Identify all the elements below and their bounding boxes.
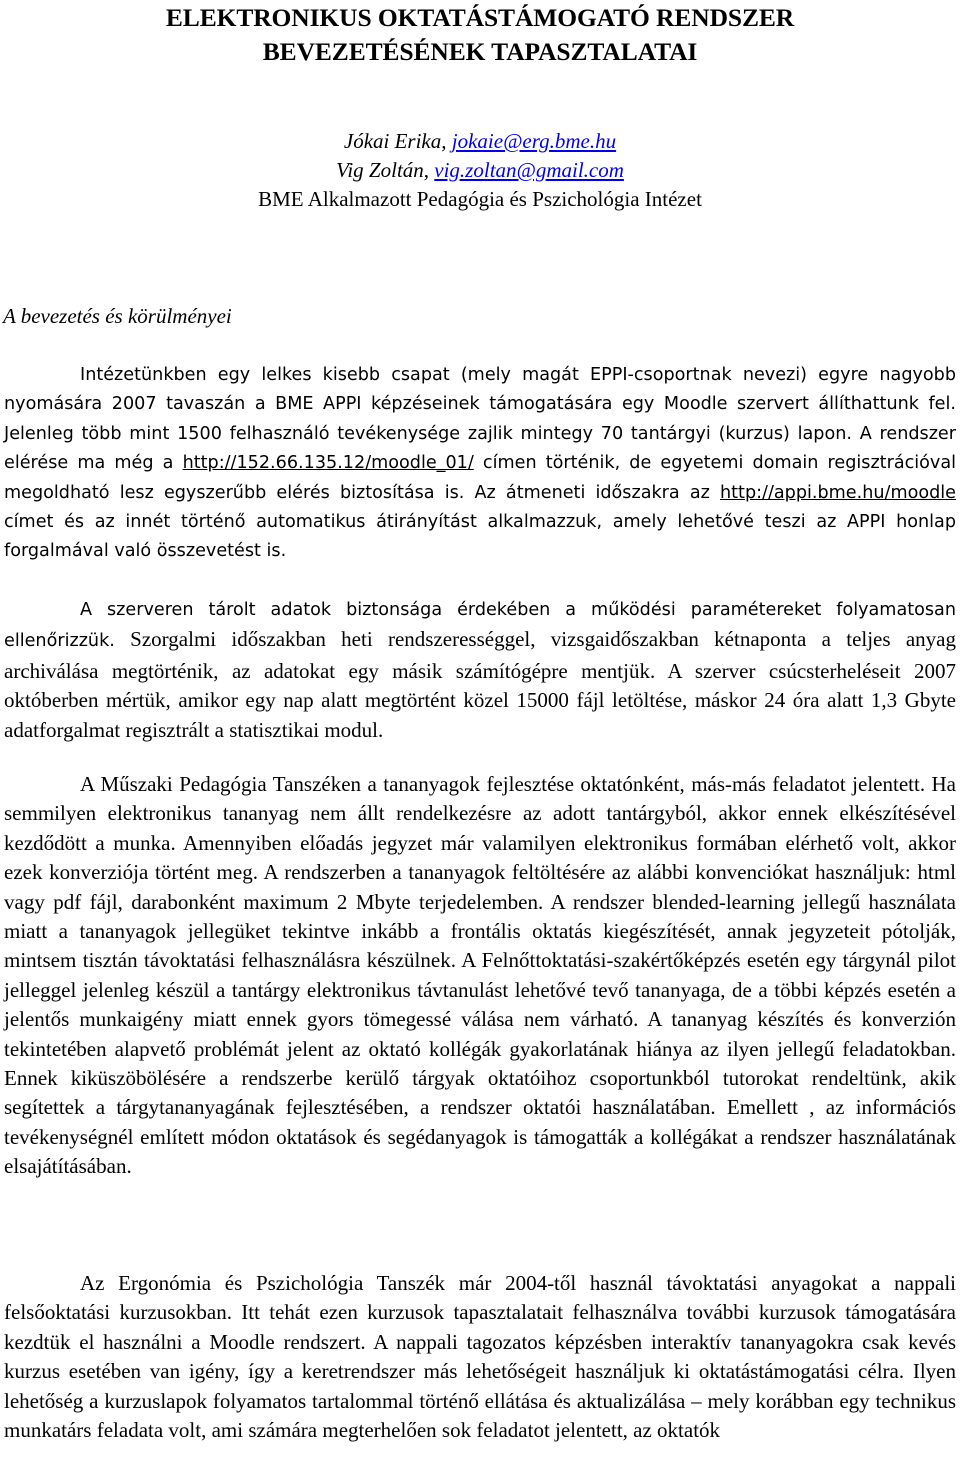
appi-moodle-link[interactable]: http://appi.bme.hu/moodle (720, 482, 956, 503)
paragraph-1-part-b: Jelenleg több mint 1500 felhasználó tevékenysége zajlik mintegy 70 tantárgyi (kurzus) lapon. A rendszer elérése ma még a (4, 423, 956, 474)
title-line-1: ELEKTRONIKUS OKTATÁSTÁMOGATÓ RENDSZER (165, 3, 795, 32)
paragraph-1 (4, 361, 956, 567)
paragraph-2-part-b: Szorgalmi időszakban heti rendszerességgel, vizsgaidőszakban kétnaponta a teljes anyag archiválása megtörténik, az adatokat egy másik számítógépre mentjük. A szerver csúcsterheléseit 2007 októberben mértük, amikor egy nap alatt megtörtént közel 15000 fájl letöltése, máskor 24 óra alatt 1,3 Gbyte adatforgalmat regisztrált a statisztikai modul. (4, 627, 956, 742)
paragraph-4: Az Ergonómia és Pszichológia Tanszék már 2004-től használ távoktatási anyagokat a nappali felsőoktatási kurzusokban. Itt tehát ezen kurzusok tapasztalatait felhasználva további kurzusok támogatására kezdtük el használni a Moodle rendszert. A nappali tagozatos képzésben interaktív tananyagokra csak kevés kurzus esetében van igény, így a keretrendszer más lehetőségeit használjuk ki oktatástámogatási célra. Ilyen lehetőség a kurzuslapok folyamatos tartalommal történő ellátása és aktualizálása – mely korábban egy technikus munkatárs feladata volt, ami számára megterhelően sok feladatot jelentett, az oktatók (4, 1271, 956, 1443)
paragraph-2-part-a: A szerveren tárolt adatok biztonsága érdekében a működési paramétereket folyamatosan ellenőrizzük. (4, 600, 956, 652)
author-1-name: Jókai Erika, (343, 129, 452, 153)
title-line-2: BEVEZETÉSÉNEK TAPASZTALATAI (262, 37, 698, 66)
paragraph-2 (4, 594, 956, 745)
paragraph-1-part-c: címen történik, de egyetemi domain regisztrációval megoldható lesz egyszerűbb elérés biztosítása is. Az átmeneti időszakra az (4, 453, 957, 503)
institution: BME Alkalmazott Pedagógia és Pszichológia Intézet (258, 187, 702, 211)
paragraph-1-part-d: címet és az innét történő automatikus átirányítást alkalmazzuk, amely lehetővé teszi az APPI honlap forgalmával való összevetést is. (4, 512, 956, 562)
author-2-email-link[interactable]: vig.zoltan@gmail.com (434, 158, 624, 182)
author-2-name: Vig Zoltán, (336, 158, 435, 182)
document-title (0, 1, 960, 69)
author-2 (0, 156, 960, 185)
section-heading: A bevezetés és körülményei (3, 304, 232, 328)
author-1-email-link[interactable]: jokaie@erg.bme.hu (451, 129, 617, 153)
author-block (0, 127, 960, 214)
paragraph-1-part-a: Intézetünkben egy lelkes kisebb csapat (mely magát EPPI-csoportnak nevezi) egyre nagyobb nyomására 2007 tavaszán a BME APPI képzéseinek támogatására egy Moodle szervert állíthattunk fel. (4, 365, 956, 415)
author-1 (0, 127, 960, 156)
moodle-ip-link[interactable]: http://152.66.135.12/moodle_01/ (182, 453, 474, 474)
paragraph-3: A Műszaki Pedagógia Tanszéken a tananyagok fejlesztése oktatónként, más-más feladatot jelentett. Ha semmilyen elektronikus tananyag nem állt rendelkezésre az adott tantárgyból, akkor ennek elkészítésével kezdődött a munka. Amennyiben előadás jegyzet már valamilyen elektronikus formában elérhető volt, akkor ezek konverziója történt meg. A rendszerben a tananyagok feltöltésére az alábbi konvenciókat használjuk: html vagy pdf fájl, darabonként maximum 2 Mbyte terjedelemben. A rendszer blended-learning jellegű használata miatt a tananyagok jellegüket tekintve inkább a frontális oktatás kiegészítését, annak jegyzeteit pótolják, mintsem tisztán távoktatási felhasználásra készülnek. A Felnőttoktatási-szakértőképzés esetén egy tárgynál pilot jelleggel jelenleg készül a tantárgy elektronikus távtanulást lehetővé tevő tananyaga, de a többi képzés esetén a jelentős munkaigény miatt ennek gyors tömegessé válása nem várható. A tananyag készítés és konverzión tekintetében alapvető problémát jelent az oktató kollégák gyakorlatának hiánya az ilyen jellegű feladatokban. Ennek kiküszöbölésére a rendszerbe kerülő tárgyak oktatóihoz csoportunkból tutorokat rendeltünk, akik segítettek a tárgytananyagának fejlesztésében, a rendszer oktatói használatában. Emellett , az információs tevékenységnél említett módon oktatások és segédanyagok is támogatták a kollégákat a rendszer használatának elsajátításában. (4, 772, 956, 1179)
